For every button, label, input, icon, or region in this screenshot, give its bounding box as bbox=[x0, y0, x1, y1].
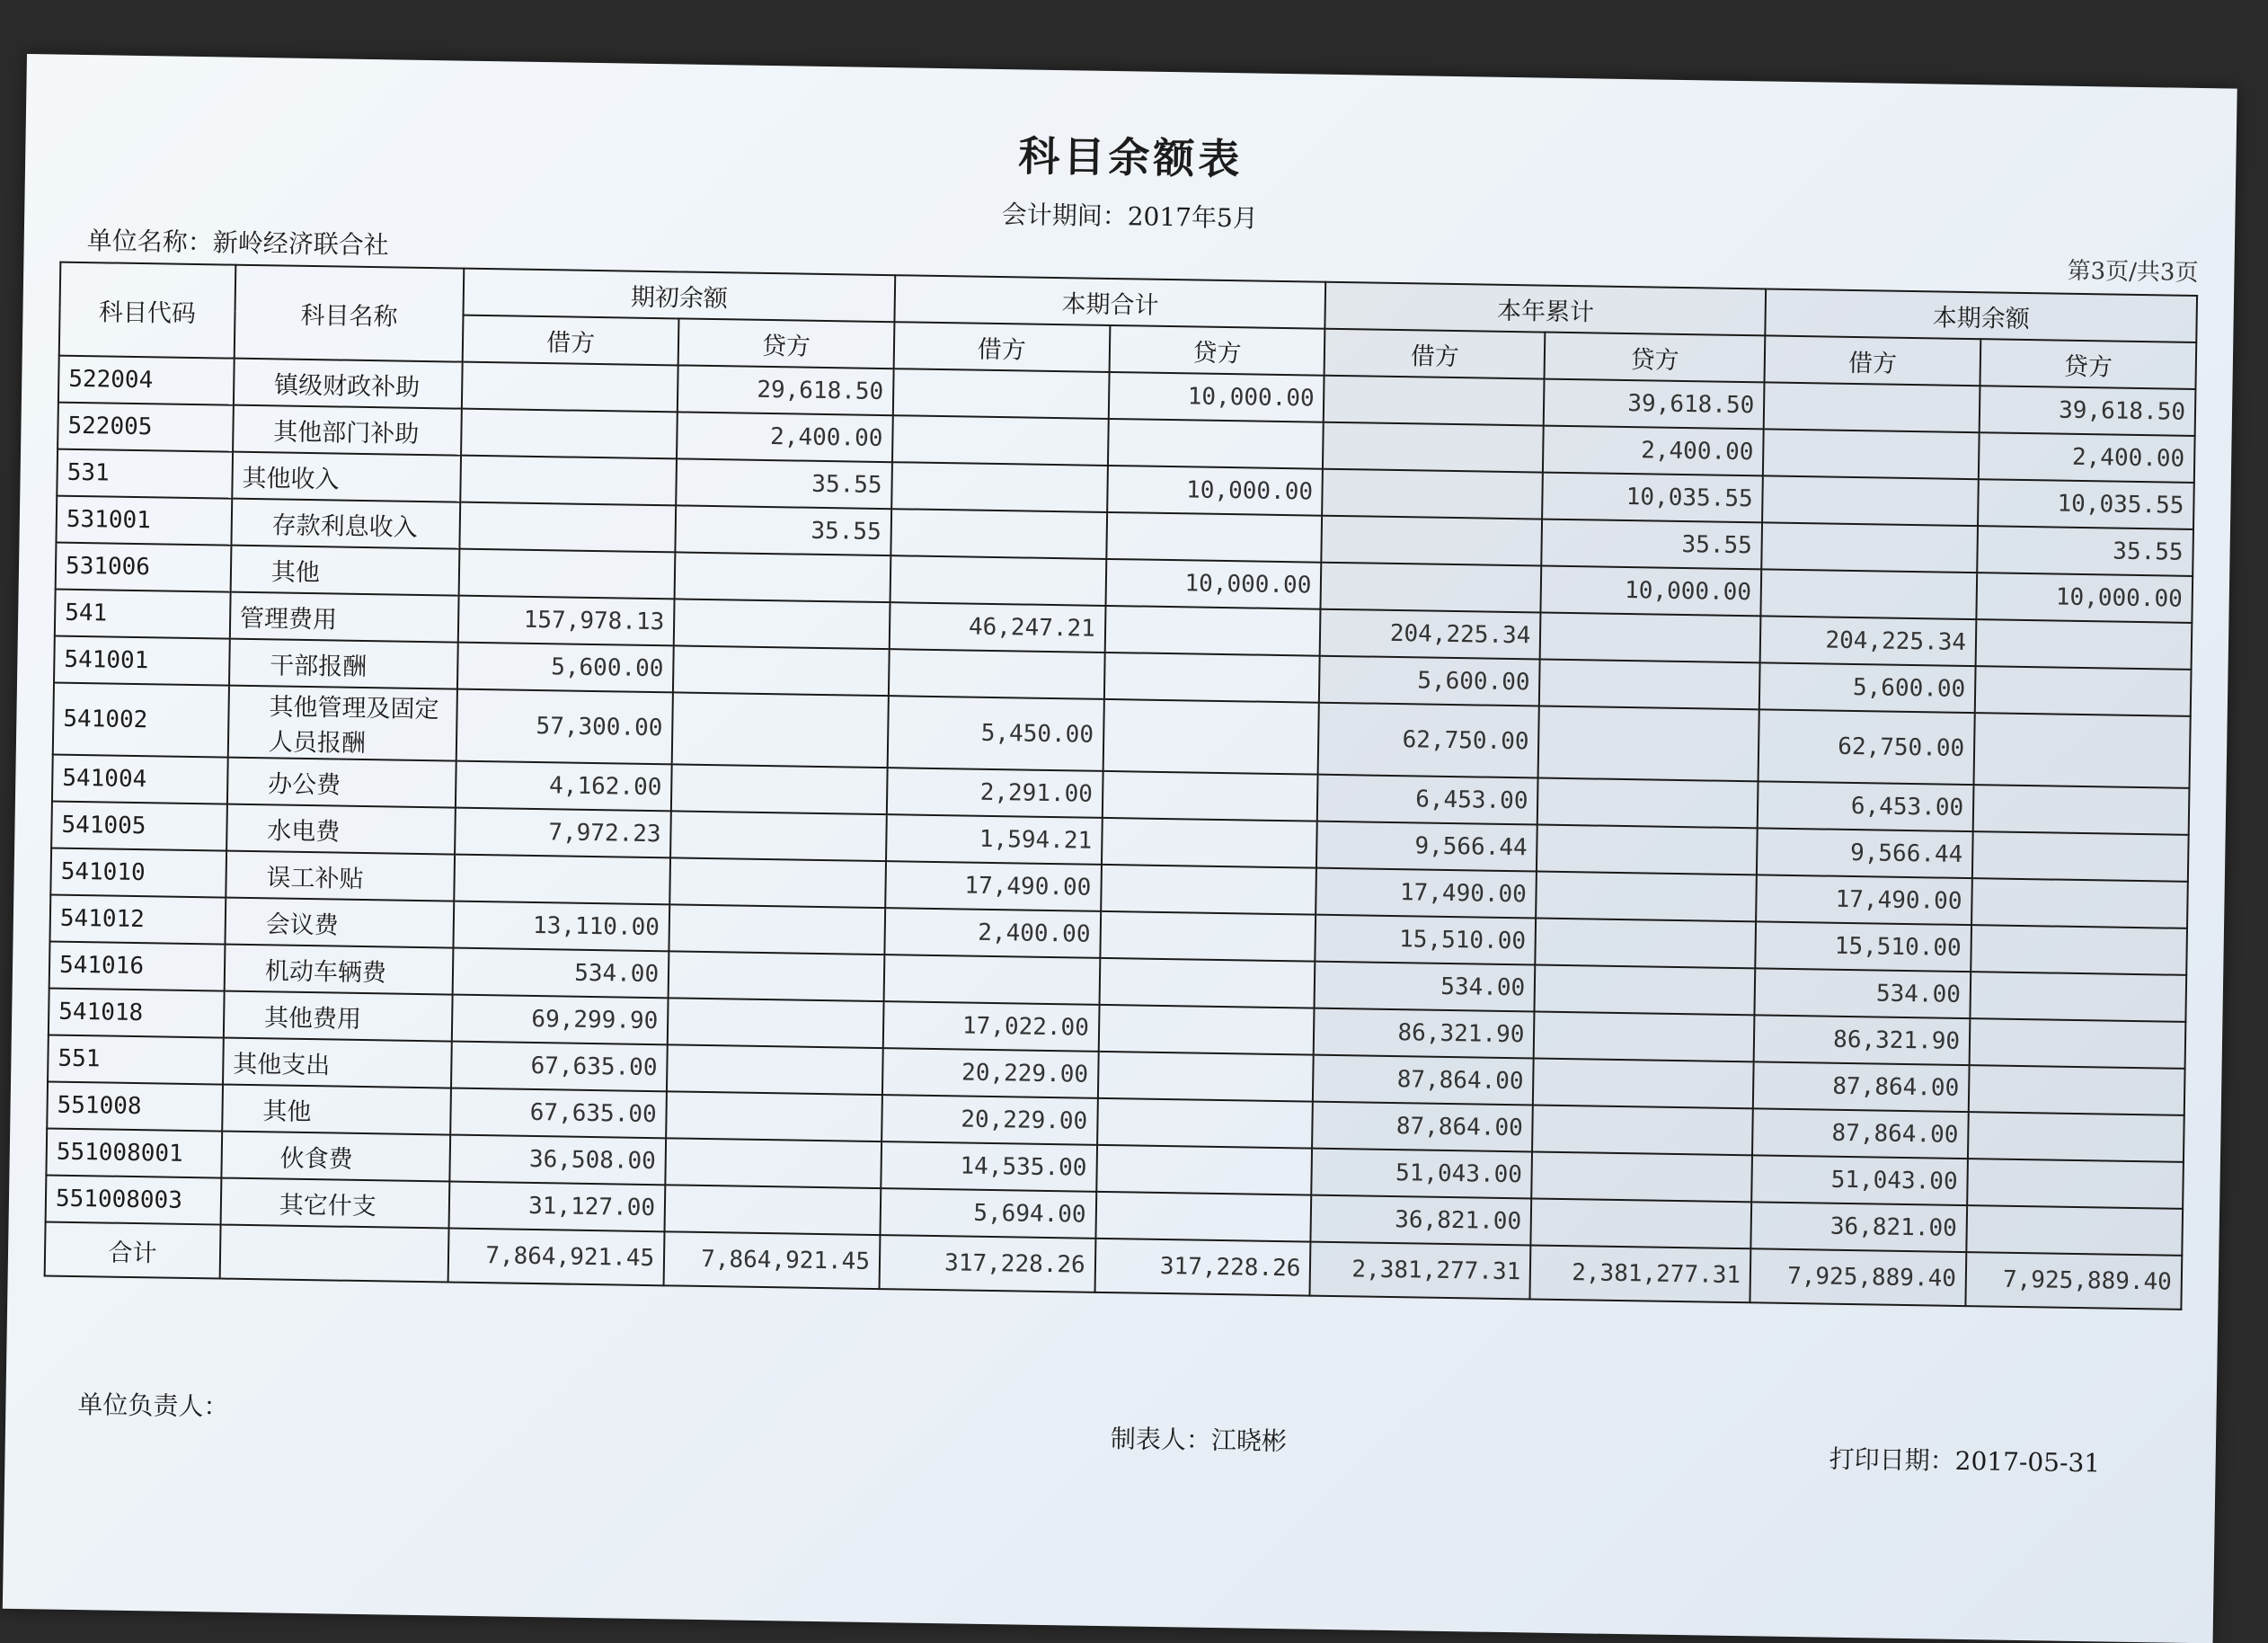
ytd-credit-cell: 35.55 bbox=[1542, 520, 1763, 570]
ytd-credit-cell bbox=[1533, 1058, 1754, 1108]
current-credit-cell: 10,000.00 bbox=[1109, 372, 1325, 422]
opening-credit-cell bbox=[670, 811, 887, 861]
accounting-period: 会计期间：2017年5月 bbox=[1001, 200, 1259, 234]
current-debit-cell bbox=[890, 509, 1107, 559]
ytd-credit-cell bbox=[1532, 1151, 1753, 1202]
opening-debit-cell: 69,299.90 bbox=[452, 995, 669, 1045]
current-credit-cell bbox=[1106, 512, 1323, 563]
header-ytd-credit: 贷方 bbox=[1545, 333, 1766, 383]
closing-credit-cell bbox=[1966, 1205, 2183, 1256]
account-code: 541012 bbox=[49, 895, 226, 945]
opening-debit-cell: 36,508.00 bbox=[450, 1135, 667, 1186]
header-opening-balance: 期初余额 bbox=[464, 269, 896, 323]
ytd-credit-cell bbox=[1531, 1198, 1752, 1248]
opening-credit-cell: 29,618.50 bbox=[678, 365, 894, 415]
account-name: 存款利息收入 bbox=[231, 499, 460, 549]
ytd-debit-cell: 204,225.34 bbox=[1320, 609, 1541, 660]
header-closing-credit: 贷方 bbox=[1980, 339, 2197, 389]
total-ytd-debit: 2,381,277.31 bbox=[1310, 1242, 1531, 1300]
account-code: 541 bbox=[55, 590, 231, 639]
current-debit-cell bbox=[892, 415, 1109, 466]
opening-debit-cell bbox=[454, 855, 670, 905]
ytd-debit-cell: 87,864.00 bbox=[1313, 1055, 1534, 1106]
opening-debit-cell bbox=[459, 549, 676, 599]
ytd-debit-cell: 6,453.00 bbox=[1317, 775, 1538, 825]
opening-credit-cell bbox=[669, 904, 886, 955]
ytd-debit-cell bbox=[1322, 516, 1543, 566]
ytd-credit-cell bbox=[1532, 1105, 1753, 1155]
ytd-credit-cell bbox=[1540, 613, 1761, 663]
header-current-credit: 贷方 bbox=[1109, 325, 1325, 376]
opening-credit-cell bbox=[669, 951, 885, 1001]
current-credit-cell: 10,000.00 bbox=[1105, 559, 1322, 609]
current-debit-cell: 1,594.21 bbox=[886, 814, 1103, 865]
opening-credit-cell bbox=[668, 998, 884, 1048]
closing-debit-cell: 87,864.00 bbox=[1752, 1108, 1969, 1159]
ytd-debit-cell: 51,043.00 bbox=[1312, 1149, 1533, 1199]
page-info: 第3页/共3页 bbox=[2067, 257, 2199, 287]
closing-debit-cell: 534.00 bbox=[1755, 968, 1971, 1018]
account-name: 其他 bbox=[230, 546, 459, 596]
current-credit-cell bbox=[1103, 699, 1319, 775]
account-name: 其他支出 bbox=[223, 1038, 452, 1088]
current-debit-cell bbox=[893, 369, 1110, 419]
closing-credit-cell bbox=[1971, 925, 2187, 975]
ytd-debit-cell: 534.00 bbox=[1315, 962, 1536, 1012]
total-closing-debit: 7,925,889.40 bbox=[1750, 1248, 1967, 1306]
header-opening-credit: 贷方 bbox=[678, 318, 895, 369]
header-closing-debit: 借方 bbox=[1765, 335, 1981, 386]
account-name: 会议费 bbox=[225, 898, 454, 948]
opening-debit-cell: 67,635.00 bbox=[451, 1042, 668, 1092]
account-code: 522005 bbox=[58, 403, 234, 452]
total-opening-debit: 7,864,921.45 bbox=[448, 1229, 665, 1286]
current-credit-cell bbox=[1098, 1052, 1315, 1102]
closing-debit-cell: 17,490.00 bbox=[1756, 875, 1972, 925]
closing-credit-cell: 10,000.00 bbox=[1976, 573, 2193, 623]
opening-debit-cell: 7,972.23 bbox=[455, 808, 671, 858]
total-ytd-credit: 2,381,277.31 bbox=[1530, 1245, 1751, 1302]
ytd-debit-cell: 87,864.00 bbox=[1313, 1102, 1534, 1152]
current-credit-cell bbox=[1108, 419, 1324, 469]
closing-debit-cell bbox=[1761, 569, 1978, 619]
closing-credit-cell bbox=[1969, 1065, 2185, 1115]
total-current-credit: 317,228.26 bbox=[1094, 1239, 1311, 1296]
opening-credit-cell bbox=[669, 857, 886, 908]
ytd-debit-cell bbox=[1321, 563, 1542, 613]
current-credit-cell bbox=[1098, 1005, 1315, 1055]
account-name: 其他管理及固定人员报酬 bbox=[228, 686, 458, 761]
account-code: 522004 bbox=[58, 356, 235, 405]
ytd-credit-cell bbox=[1537, 778, 1759, 829]
header-code: 科目代码 bbox=[59, 262, 235, 359]
current-credit-cell bbox=[1100, 911, 1316, 962]
ytd-credit-cell bbox=[1536, 872, 1757, 922]
closing-debit-cell: 51,043.00 bbox=[1751, 1155, 1968, 1205]
closing-debit-cell bbox=[1762, 475, 1979, 526]
balance-table bbox=[44, 262, 2198, 1310]
header-ytd-debit: 借方 bbox=[1324, 329, 1546, 379]
closing-credit-cell bbox=[1975, 666, 2192, 716]
unit-name: 单位名称：新岭经济联合社 bbox=[86, 226, 389, 261]
closing-debit-cell: 15,510.00 bbox=[1755, 921, 1971, 972]
account-name: 其他费用 bbox=[224, 991, 453, 1042]
account-code: 541016 bbox=[49, 942, 226, 991]
ytd-debit-cell: 15,510.00 bbox=[1316, 915, 1537, 965]
closing-credit-cell bbox=[1973, 785, 2190, 835]
current-debit-cell: 5,450.00 bbox=[888, 696, 1104, 771]
current-debit-cell: 20,229.00 bbox=[882, 1048, 1099, 1098]
header-closing-balance: 本期余额 bbox=[1765, 289, 2197, 342]
opening-debit-cell: 534.00 bbox=[453, 948, 669, 999]
opening-credit-cell bbox=[666, 1091, 882, 1141]
closing-credit-cell: 10,035.55 bbox=[1978, 479, 2194, 529]
account-code: 551008003 bbox=[46, 1175, 222, 1224]
opening-credit-cell bbox=[675, 552, 891, 602]
account-name: 管理费用 bbox=[230, 592, 459, 643]
header-opening-debit: 借方 bbox=[463, 315, 679, 366]
opening-credit-cell: 2,400.00 bbox=[677, 412, 893, 462]
account-name: 其他 bbox=[222, 1085, 451, 1135]
account-name: 干部报酬 bbox=[229, 639, 458, 689]
account-code: 551008 bbox=[47, 1082, 223, 1132]
ytd-debit-cell bbox=[1324, 376, 1545, 426]
current-credit-cell: 10,000.00 bbox=[1107, 466, 1324, 516]
account-name: 机动车辆费 bbox=[225, 945, 454, 995]
account-name: 水电费 bbox=[226, 804, 456, 855]
ytd-debit-cell: 5,600.00 bbox=[1319, 656, 1540, 706]
ytd-credit-cell: 10,000.00 bbox=[1541, 566, 1762, 617]
opening-credit-cell bbox=[672, 692, 889, 768]
opening-credit-cell bbox=[671, 764, 888, 814]
account-code: 541010 bbox=[50, 848, 226, 898]
current-credit-cell bbox=[1096, 1145, 1313, 1195]
ledger-sheet bbox=[3, 54, 2237, 1643]
account-name: 镇级财政补助 bbox=[234, 359, 463, 409]
closing-debit-cell bbox=[1763, 429, 1980, 479]
opening-debit-cell bbox=[462, 362, 678, 413]
closing-credit-cell bbox=[1972, 831, 2189, 882]
opening-debit-cell: 13,110.00 bbox=[454, 901, 670, 952]
closing-debit-cell bbox=[1764, 382, 1980, 432]
opening-debit-cell: 67,635.00 bbox=[450, 1088, 667, 1139]
print-date: 打印日期：2017-05-31 bbox=[1829, 1443, 2101, 1479]
ytd-debit-cell: 86,321.90 bbox=[1314, 1008, 1535, 1059]
ytd-credit-cell bbox=[1538, 706, 1759, 782]
ytd-debit-cell: 62,750.00 bbox=[1318, 703, 1539, 778]
account-name: 伙食费 bbox=[221, 1132, 450, 1182]
closing-credit-cell bbox=[1967, 1159, 2184, 1209]
current-debit-cell: 14,535.00 bbox=[881, 1141, 1097, 1192]
ytd-credit-cell bbox=[1535, 964, 1756, 1015]
opening-debit-cell: 57,300.00 bbox=[456, 689, 673, 765]
account-code: 531001 bbox=[56, 496, 232, 546]
total-current-debit: 317,228.26 bbox=[880, 1235, 1096, 1292]
closing-credit-cell bbox=[1968, 1112, 2184, 1162]
current-credit-cell bbox=[1101, 865, 1317, 915]
closing-debit-cell: 204,225.34 bbox=[1760, 616, 1977, 666]
ytd-debit-cell: 9,566.44 bbox=[1316, 822, 1537, 872]
current-debit-cell: 2,291.00 bbox=[887, 768, 1103, 818]
ytd-debit-cell bbox=[1323, 469, 1544, 520]
closing-debit-cell: 87,864.00 bbox=[1753, 1061, 1970, 1112]
total-closing-credit: 7,925,889.40 bbox=[1965, 1252, 2182, 1310]
opening-debit-cell: 4,162.00 bbox=[456, 761, 672, 812]
account-code: 541005 bbox=[51, 802, 227, 851]
ytd-debit-cell: 17,490.00 bbox=[1316, 868, 1537, 919]
account-name: 其他收入 bbox=[232, 452, 461, 502]
closing-debit-cell bbox=[1761, 522, 1978, 573]
account-code: 541001 bbox=[54, 636, 230, 686]
opening-credit-cell: 35.55 bbox=[675, 505, 891, 555]
opening-credit-cell bbox=[665, 1185, 882, 1235]
current-credit-cell bbox=[1104, 653, 1321, 703]
current-credit-cell bbox=[1104, 606, 1321, 656]
current-debit-cell: 17,022.00 bbox=[883, 1001, 1100, 1052]
closing-debit-cell: 36,821.00 bbox=[1751, 1202, 1968, 1252]
closing-debit-cell: 9,566.44 bbox=[1757, 828, 1973, 878]
opening-credit-cell bbox=[674, 599, 890, 649]
account-code: 551 bbox=[48, 1035, 224, 1085]
account-code: 551008001 bbox=[46, 1128, 222, 1177]
current-debit-cell bbox=[884, 955, 1101, 1005]
ytd-debit-cell bbox=[1323, 422, 1544, 473]
account-name: 其他部门补助 bbox=[233, 405, 462, 456]
table-body bbox=[46, 356, 2196, 1256]
current-debit-cell: 5,694.00 bbox=[880, 1188, 1096, 1239]
current-credit-cell bbox=[1099, 958, 1316, 1008]
ytd-credit-cell bbox=[1537, 825, 1758, 875]
closing-credit-cell: 35.55 bbox=[1977, 526, 2193, 576]
closing-credit-cell bbox=[1970, 972, 2186, 1022]
account-code: 541002 bbox=[53, 683, 229, 758]
current-debit-cell bbox=[889, 649, 1105, 699]
opening-credit-cell bbox=[665, 1138, 882, 1188]
opening-debit-cell: 31,127.00 bbox=[449, 1182, 666, 1232]
preparer: 制表人：江晓彬 bbox=[1110, 1424, 1288, 1457]
ytd-credit-cell bbox=[1539, 660, 1760, 710]
current-credit-cell bbox=[1102, 818, 1318, 868]
ytd-credit-cell bbox=[1536, 918, 1757, 968]
opening-debit-cell: 5,600.00 bbox=[457, 643, 674, 693]
closing-debit-cell: 86,321.90 bbox=[1754, 1015, 1971, 1065]
account-name: 办公费 bbox=[227, 758, 456, 808]
header-current-total: 本期合计 bbox=[894, 275, 1325, 329]
closing-credit-cell bbox=[1974, 713, 2191, 788]
opening-debit-cell bbox=[460, 502, 677, 553]
header-name: 科目名称 bbox=[235, 265, 465, 362]
current-credit-cell bbox=[1095, 1192, 1312, 1242]
current-debit-cell: 46,247.21 bbox=[890, 602, 1106, 653]
opening-credit-cell bbox=[673, 645, 890, 696]
closing-credit-cell bbox=[1976, 619, 2193, 670]
closing-debit-cell: 6,453.00 bbox=[1758, 781, 1974, 831]
ytd-credit-cell: 10,035.55 bbox=[1542, 473, 1763, 523]
closing-credit-cell bbox=[1970, 1018, 2186, 1069]
account-name: 误工补贴 bbox=[226, 851, 455, 901]
current-credit-cell bbox=[1097, 1098, 1314, 1149]
header-ytd-total: 本年累计 bbox=[1325, 282, 1766, 336]
total-name-cell bbox=[219, 1225, 448, 1283]
opening-debit-cell bbox=[460, 456, 677, 506]
current-debit-cell: 17,490.00 bbox=[885, 861, 1102, 911]
current-debit-cell bbox=[890, 555, 1107, 606]
header-current-debit: 借方 bbox=[894, 322, 1111, 372]
opening-credit-cell: 35.55 bbox=[676, 458, 892, 509]
closing-debit-cell: 5,600.00 bbox=[1759, 662, 1976, 713]
closing-credit-cell: 39,618.50 bbox=[1980, 386, 2196, 436]
ytd-credit-cell: 2,400.00 bbox=[1543, 426, 1764, 476]
opening-debit-cell bbox=[461, 409, 678, 459]
current-debit-cell bbox=[891, 462, 1108, 512]
ytd-debit-cell: 36,821.00 bbox=[1311, 1195, 1532, 1246]
responsible-person: 单位负责人： bbox=[77, 1390, 229, 1422]
closing-debit-cell: 62,750.00 bbox=[1759, 709, 1975, 785]
ytd-credit-cell: 39,618.50 bbox=[1544, 379, 1765, 430]
closing-credit-cell bbox=[1971, 878, 2188, 928]
ytd-credit-cell bbox=[1534, 1011, 1755, 1061]
total-opening-credit: 7,864,921.45 bbox=[664, 1231, 881, 1289]
account-code: 541018 bbox=[49, 989, 225, 1038]
total-label: 合计 bbox=[45, 1221, 221, 1278]
account-code: 531 bbox=[57, 449, 233, 499]
report-title: 科目余额表 bbox=[1017, 131, 1244, 184]
account-code: 541004 bbox=[52, 755, 228, 804]
closing-credit-cell: 2,400.00 bbox=[1979, 432, 2195, 483]
current-debit-cell: 20,229.00 bbox=[882, 1095, 1098, 1145]
account-name: 其它什支 bbox=[220, 1178, 449, 1229]
current-debit-cell: 2,400.00 bbox=[884, 908, 1101, 958]
opening-debit-cell: 157,978.13 bbox=[458, 596, 675, 646]
account-code: 531006 bbox=[56, 543, 232, 592]
current-credit-cell bbox=[1103, 771, 1319, 822]
opening-credit-cell bbox=[667, 1044, 883, 1095]
